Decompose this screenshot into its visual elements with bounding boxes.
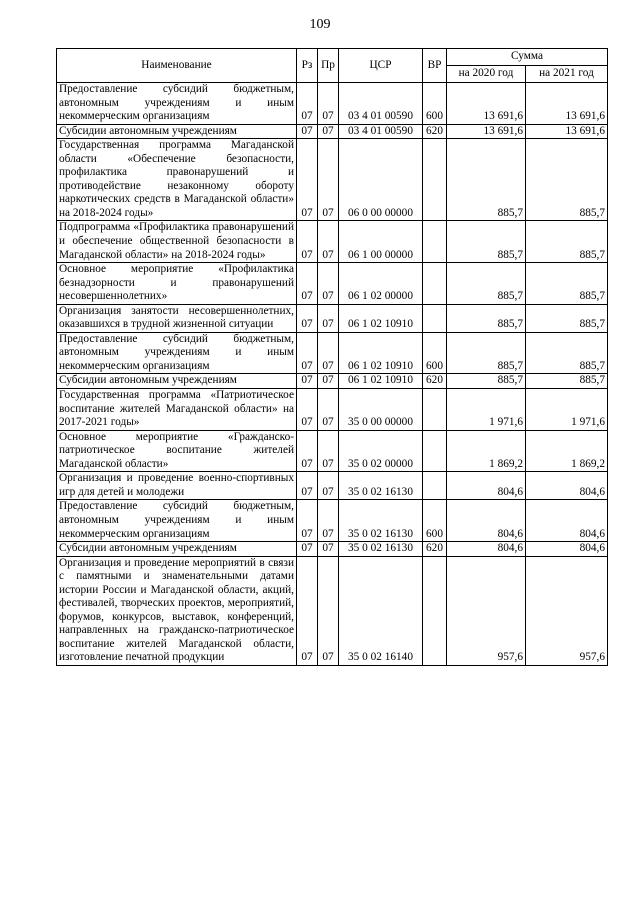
row-name: Основное мероприятие «Гражданско-патриотическое воспитание жителей Магаданской области» bbox=[57, 430, 297, 472]
row-vr: 600 bbox=[423, 500, 447, 542]
table-row bbox=[57, 374, 608, 389]
row-sum-2020: 804,6 bbox=[447, 542, 526, 557]
row-name: Субсидии автономным учреждениям bbox=[57, 124, 297, 139]
header-rz: Рз bbox=[297, 49, 318, 83]
row-csr: 35 0 02 00000 bbox=[339, 430, 423, 472]
row-rz: 07 bbox=[297, 389, 318, 431]
row-vr: 620 bbox=[423, 542, 447, 557]
row-rz: 07 bbox=[297, 83, 318, 125]
row-vr: 600 bbox=[423, 83, 447, 125]
header-name: Наименование bbox=[57, 49, 297, 83]
table-row bbox=[57, 221, 608, 263]
row-sum-2021: 885,7 bbox=[526, 304, 608, 332]
row-rz: 07 bbox=[297, 124, 318, 139]
row-name: Субсидии автономным учреждениям bbox=[57, 542, 297, 557]
row-sum-2021: 804,6 bbox=[526, 542, 608, 557]
row-name: Предоставление субсидий бюджетным, автономным учреждениям и иным некоммерческим организациям bbox=[57, 332, 297, 374]
row-sum-2021: 804,6 bbox=[526, 472, 608, 500]
table-row bbox=[57, 500, 608, 542]
row-name: Предоставление субсидий бюджетным, автономным учреждениям и иным некоммерческим организациям bbox=[57, 83, 297, 125]
row-rz: 07 bbox=[297, 263, 318, 305]
row-sum-2021: 1 869,2 bbox=[526, 430, 608, 472]
row-name: Подпрограмма «Профилактика правонарушений и обеспечение общественной безопасности в Магаданской области» на 2018-2024 годы» bbox=[57, 221, 297, 263]
table-row bbox=[57, 304, 608, 332]
row-csr: 03 4 01 00590 bbox=[339, 83, 423, 125]
row-sum-2020: 1 971,6 bbox=[447, 389, 526, 431]
header-year-2020: на 2020 год bbox=[447, 66, 526, 83]
row-sum-2021: 885,7 bbox=[526, 332, 608, 374]
row-csr: 35 0 02 16130 bbox=[339, 472, 423, 500]
row-sum-2020: 885,7 bbox=[447, 304, 526, 332]
row-vr bbox=[423, 263, 447, 305]
row-pr: 07 bbox=[318, 221, 339, 263]
row-sum-2020: 957,6 bbox=[447, 556, 526, 665]
row-pr: 07 bbox=[318, 263, 339, 305]
table-row bbox=[57, 83, 608, 125]
row-csr: 35 0 02 16140 bbox=[339, 556, 423, 665]
row-name: Основное мероприятие «Профилактика безнадзорности и правонарушений несовершеннолетних» bbox=[57, 263, 297, 305]
row-rz: 07 bbox=[297, 500, 318, 542]
table-row bbox=[57, 472, 608, 500]
row-sum-2021: 13 691,6 bbox=[526, 124, 608, 139]
table-header bbox=[57, 49, 608, 83]
row-rz: 07 bbox=[297, 221, 318, 263]
row-name: Государственная программа «Патриотическое воспитание жителей Магаданской области» на 2017-2021 годы» bbox=[57, 389, 297, 431]
header-vr: ВР bbox=[423, 49, 447, 83]
row-pr: 07 bbox=[318, 430, 339, 472]
row-vr: 620 bbox=[423, 374, 447, 389]
header-pr: Пр bbox=[318, 49, 339, 83]
table-row bbox=[57, 430, 608, 472]
row-vr bbox=[423, 556, 447, 665]
header-csr: ЦСР bbox=[339, 49, 423, 83]
row-pr: 07 bbox=[318, 542, 339, 557]
row-vr bbox=[423, 472, 447, 500]
row-sum-2021: 1 971,6 bbox=[526, 389, 608, 431]
row-sum-2020: 885,7 bbox=[447, 332, 526, 374]
row-vr: 620 bbox=[423, 124, 447, 139]
row-sum-2021: 885,7 bbox=[526, 221, 608, 263]
row-rz: 07 bbox=[297, 374, 318, 389]
row-rz: 07 bbox=[297, 332, 318, 374]
row-rz: 07 bbox=[297, 430, 318, 472]
row-pr: 07 bbox=[318, 139, 339, 221]
header-year-2021: на 2021 год bbox=[526, 66, 608, 83]
row-pr: 07 bbox=[318, 124, 339, 139]
row-name: Государственная программа Магаданской области «Обеспечение безопасности, профилактика правонарушений и противодействие незаконному обороту наркотических средств в Магаданской области» на 2018-2024 годы» bbox=[57, 139, 297, 221]
row-sum-2021: 885,7 bbox=[526, 139, 608, 221]
row-csr: 06 1 00 00000 bbox=[339, 221, 423, 263]
row-sum-2020: 13 691,6 bbox=[447, 83, 526, 125]
row-pr: 07 bbox=[318, 374, 339, 389]
table-row bbox=[57, 556, 608, 665]
row-sum-2021: 804,6 bbox=[526, 500, 608, 542]
table-row bbox=[57, 389, 608, 431]
row-csr: 03 4 01 00590 bbox=[339, 124, 423, 139]
table-row bbox=[57, 139, 608, 221]
row-vr bbox=[423, 221, 447, 263]
row-sum-2021: 13 691,6 bbox=[526, 83, 608, 125]
row-sum-2020: 13 691,6 bbox=[447, 124, 526, 139]
row-pr: 07 bbox=[318, 83, 339, 125]
row-sum-2021: 885,7 bbox=[526, 263, 608, 305]
row-name: Организация и проведение военно-спортивных игр для детей и молодежи bbox=[57, 472, 297, 500]
row-csr: 35 0 00 00000 bbox=[339, 389, 423, 431]
table-row bbox=[57, 263, 608, 305]
row-sum-2020: 1 869,2 bbox=[447, 430, 526, 472]
table-row bbox=[57, 542, 608, 557]
row-sum-2020: 885,7 bbox=[447, 139, 526, 221]
row-csr: 06 1 02 10910 bbox=[339, 332, 423, 374]
row-vr bbox=[423, 389, 447, 431]
row-name: Субсидии автономным учреждениям bbox=[57, 374, 297, 389]
row-csr: 35 0 02 16130 bbox=[339, 500, 423, 542]
header-sum: Сумма bbox=[447, 49, 608, 66]
table-row bbox=[57, 332, 608, 374]
row-pr: 07 bbox=[318, 472, 339, 500]
row-vr bbox=[423, 430, 447, 472]
row-rz: 07 bbox=[297, 556, 318, 665]
row-vr: 600 bbox=[423, 332, 447, 374]
row-vr bbox=[423, 304, 447, 332]
table-row bbox=[57, 124, 608, 139]
row-csr: 35 0 02 16130 bbox=[339, 542, 423, 557]
row-pr: 07 bbox=[318, 556, 339, 665]
row-rz: 07 bbox=[297, 472, 318, 500]
row-csr: 06 1 02 00000 bbox=[339, 263, 423, 305]
budget-table bbox=[56, 48, 608, 666]
table-body bbox=[57, 83, 608, 666]
row-name: Организация и проведение мероприятий в связи с памятными и знаменательными датами истории России и Магаданской области, акций, фестивалей, творческих проектов, мероприятий, форумов, конкурсов, выставок, конференций, направленных на гражданско-патриотическое воспитание жителей Магаданской области, изготовление печатной продукции bbox=[57, 556, 297, 665]
row-csr: 06 1 02 10910 bbox=[339, 374, 423, 389]
row-sum-2020: 885,7 bbox=[447, 374, 526, 389]
row-name: Предоставление субсидий бюджетным, автономным учреждениям и иным некоммерческим организациям bbox=[57, 500, 297, 542]
row-sum-2020: 885,7 bbox=[447, 221, 526, 263]
row-name: Организация занятости несовершеннолетних, оказавшихся в трудной жизненной ситуации bbox=[57, 304, 297, 332]
row-rz: 07 bbox=[297, 542, 318, 557]
row-rz: 07 bbox=[297, 304, 318, 332]
row-sum-2021: 885,7 bbox=[526, 374, 608, 389]
row-vr bbox=[423, 139, 447, 221]
row-sum-2020: 885,7 bbox=[447, 263, 526, 305]
row-sum-2020: 804,6 bbox=[447, 472, 526, 500]
row-rz: 07 bbox=[297, 139, 318, 221]
row-sum-2021: 957,6 bbox=[526, 556, 608, 665]
row-csr: 06 0 00 00000 bbox=[339, 139, 423, 221]
row-pr: 07 bbox=[318, 500, 339, 542]
row-pr: 07 bbox=[318, 304, 339, 332]
page-number: 109 bbox=[309, 17, 331, 32]
row-pr: 07 bbox=[318, 332, 339, 374]
row-csr: 06 1 02 10910 bbox=[339, 304, 423, 332]
row-sum-2020: 804,6 bbox=[447, 500, 526, 542]
row-pr: 07 bbox=[318, 389, 339, 431]
